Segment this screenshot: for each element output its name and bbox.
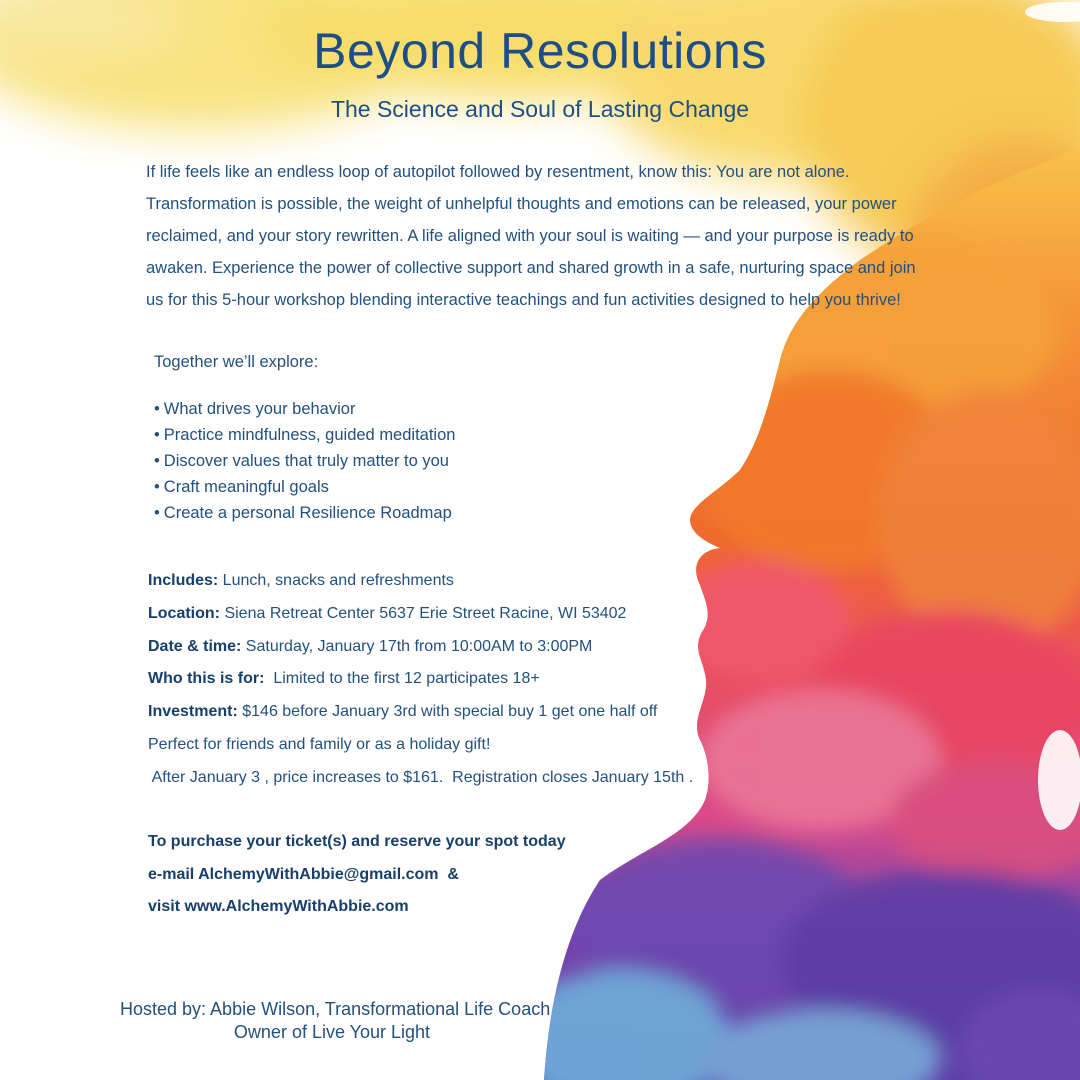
intro-paragraph: If life feels like an endless loop of autopilot followed by resentment, know this: You are not alone. Transformation is possible, the weight of unhelpful thoughts and emotions can be released, your power reclaimed, and your story rewritten. A life aligned with your soul is waiting — and your purpose is ready to awaken. Experience the power of collective support and shared growth in a safe, nurturing space and join us for this 5-hour workshop blending interactive teachings and fun activities designed to help you thrive! — [146, 163, 916, 309]
datetime-row — [148, 631, 693, 664]
datetime-label: Date & time: — [148, 637, 242, 655]
price-increase-line: After January 3 , price increases to $161. Registration closes January 15th . — [148, 768, 694, 786]
host-name: Hosted by: Abbie Wilson, Transformational Life Coach — [120, 999, 551, 1019]
list-item: • Discover values that truly matter to you — [154, 448, 455, 474]
datetime-value: Saturday, January 17th from 10:00AM to 3:00PM — [241, 637, 593, 655]
explore-list — [154, 396, 455, 526]
explore-heading: Together we’ll explore: — [154, 353, 319, 371]
cta-line: To purchase your ticket(s) and reserve your spot today — [148, 833, 566, 850]
investment-value: $146 before January 3rd with special buy 1 get one half off — [237, 703, 658, 721]
list-item: • Craft meaningful goals — [154, 474, 455, 500]
location-value: Siena Retreat Center 5637 Erie Street Racine, WI 53402 — [220, 604, 627, 622]
cta-email[interactable]: e-mail AlchemyWithAbbie@gmail.com & — [148, 865, 459, 883]
includes-value: Lunch, snacks and refreshments — [218, 572, 454, 589]
list-item: • What drives your behavior — [154, 396, 455, 422]
location-label: Location: — [148, 604, 220, 622]
location-row — [148, 598, 693, 631]
audience-row — [148, 663, 693, 696]
page-subtitle: The Science and Soul of Lasting Change — [330, 96, 750, 122]
audience-value: Limited to the first 12 participates 18+ — [264, 670, 540, 688]
gift-line: Perfect for friends and family or as a holiday gift! — [148, 735, 491, 753]
investment-label: Investment: — [148, 703, 238, 721]
audience-label: Who this is for: — [148, 670, 265, 688]
list-item: • Create a personal Resilience Roadmap — [154, 500, 455, 526]
includes-row — [148, 565, 693, 598]
includes-label: Includes: — [148, 572, 219, 589]
investment-row — [148, 696, 693, 729]
call-to-action — [148, 826, 566, 924]
page-title: Beyond Resolutions — [313, 23, 767, 79]
list-item: • Practice mindfulness, guided meditation — [154, 422, 455, 448]
event-details — [148, 565, 693, 795]
host-business: Owner of Live Your Light — [233, 1022, 431, 1042]
host-info — [120, 998, 551, 1044]
cta-website[interactable]: visit www.AlchemyWithAbbie.com — [148, 898, 409, 916]
